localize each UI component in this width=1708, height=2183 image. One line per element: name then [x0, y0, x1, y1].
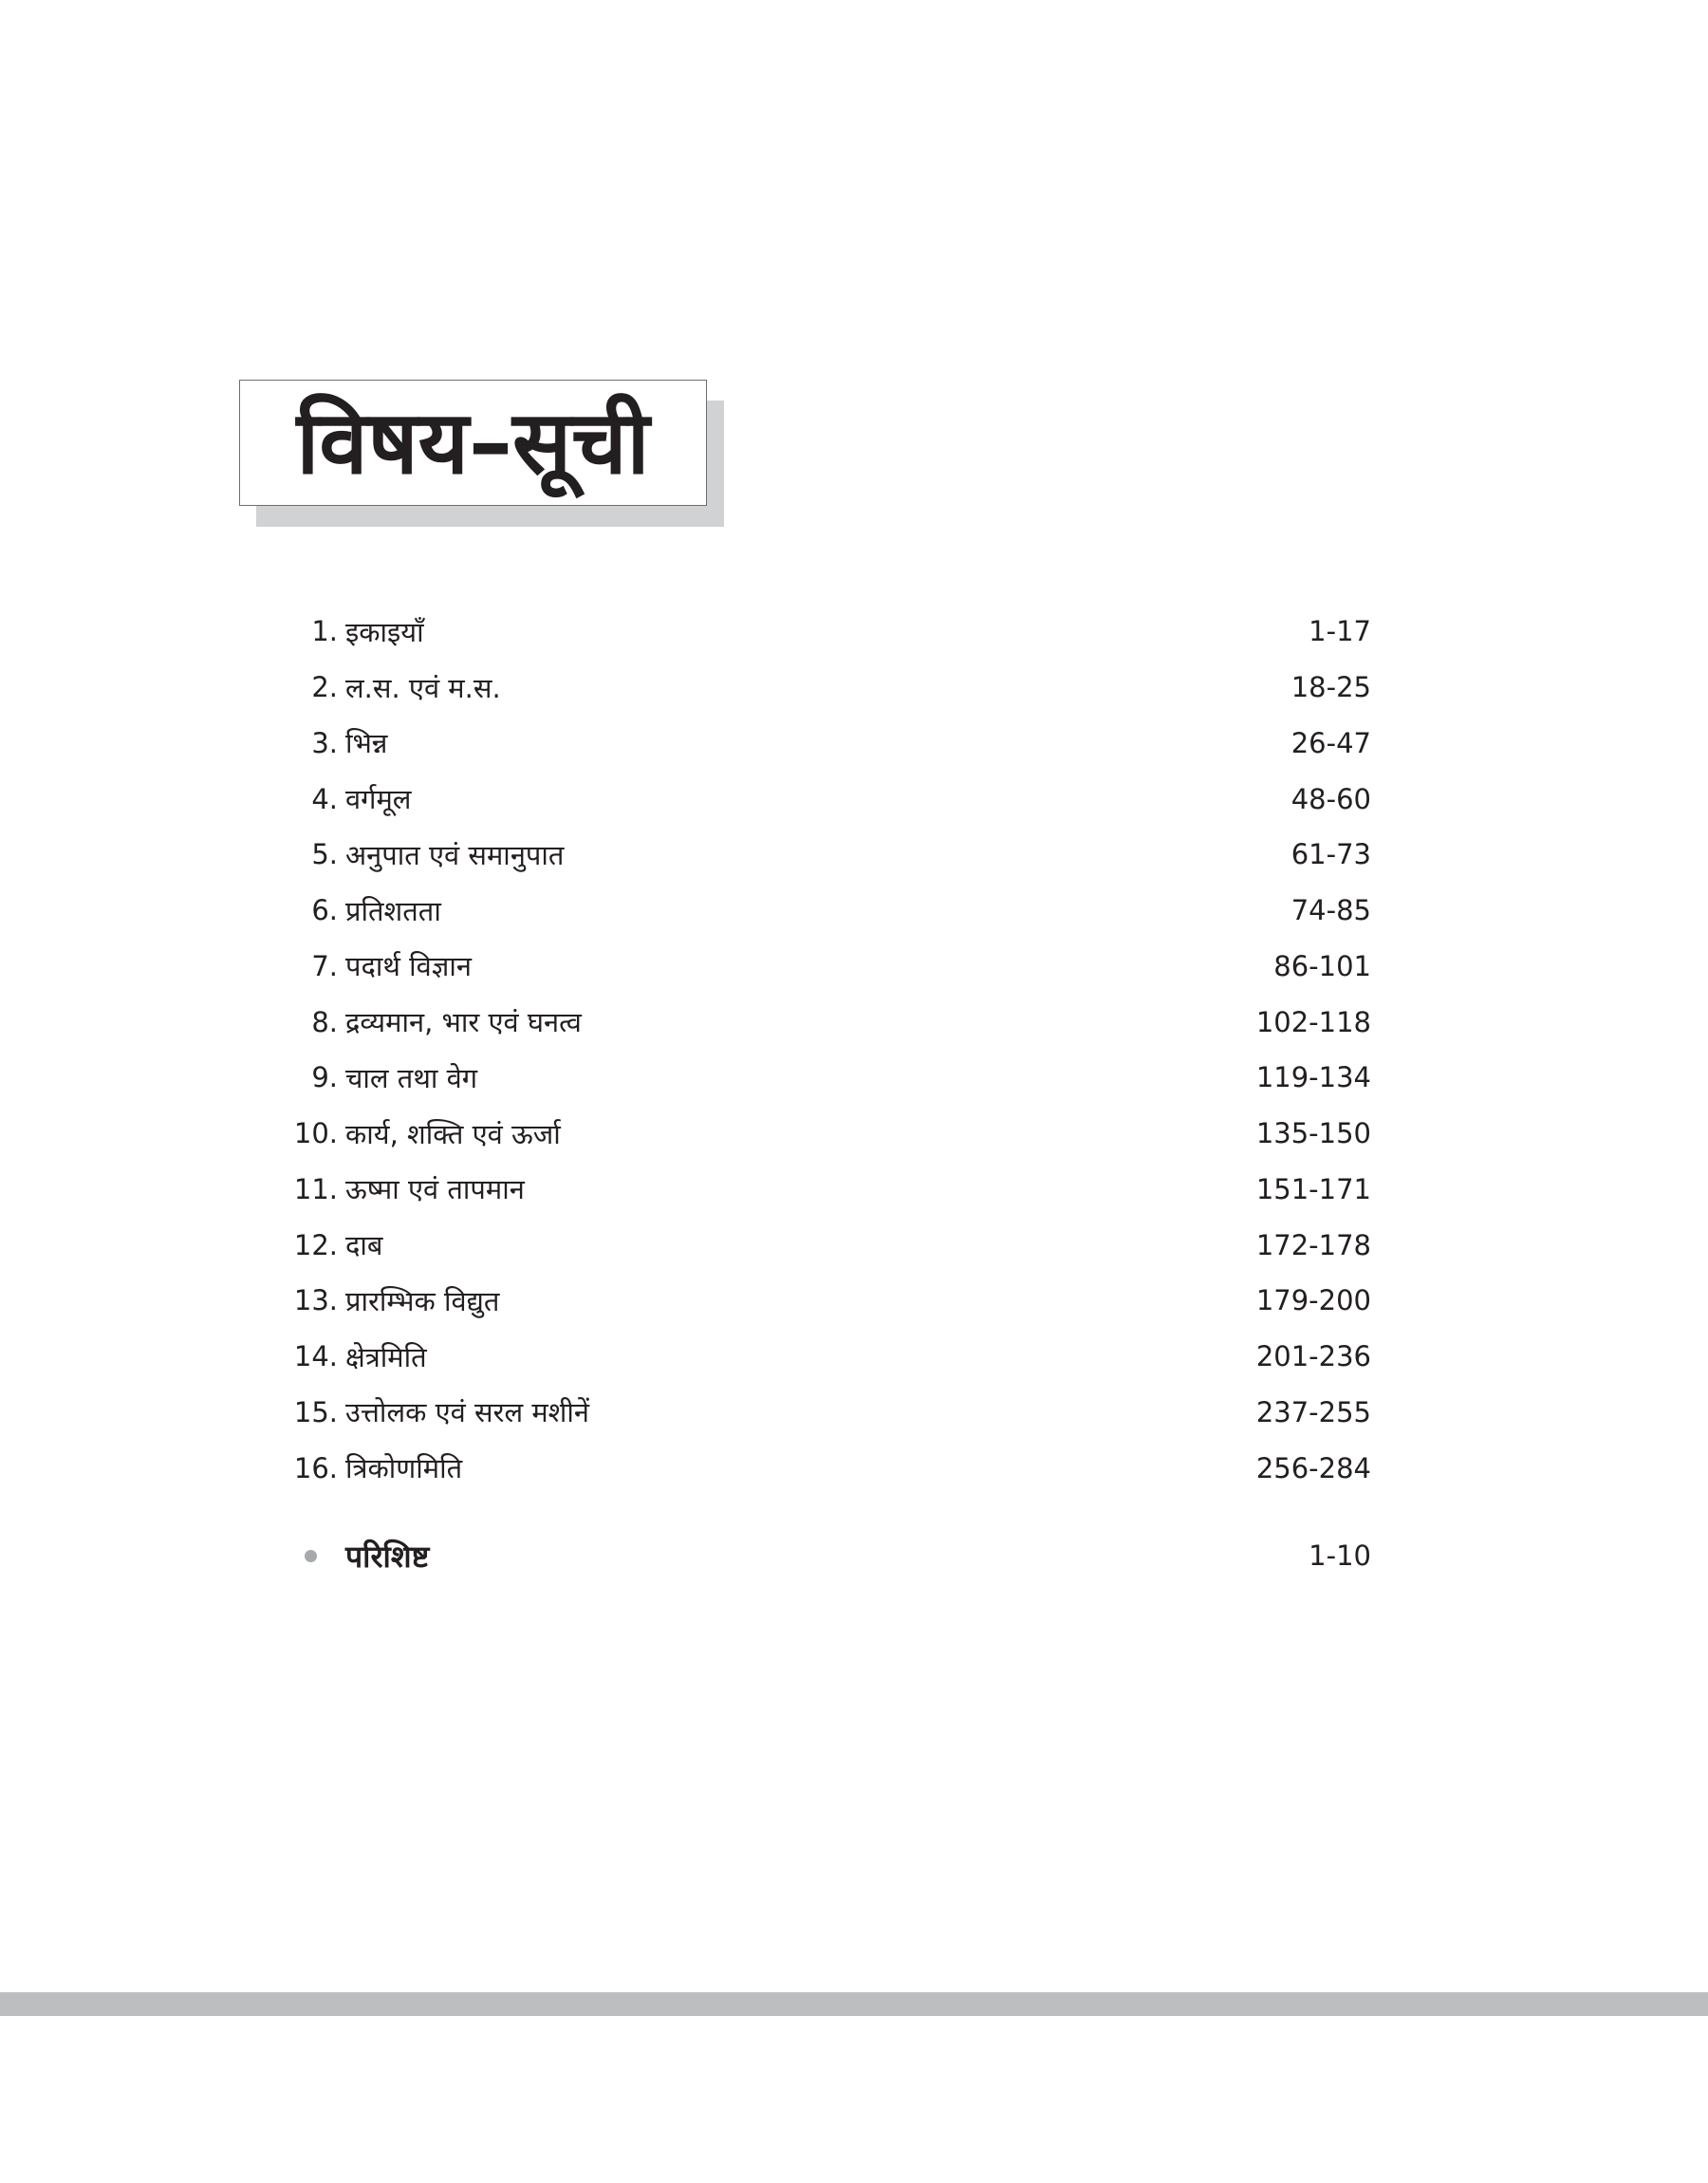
toc-entry[interactable] — [275, 1162, 1371, 1218]
toc-entry-pages: 102-118 — [1255, 1005, 1371, 1038]
toc-entry-number: 16. — [293, 1451, 338, 1484]
toc-entry-number: 8. — [311, 1005, 338, 1038]
toc-entry-number: 12. — [293, 1228, 338, 1261]
toc-entry-title: त्रिकोणमिति — [345, 1452, 463, 1485]
toc-entry-pages: 172-178 — [1255, 1228, 1371, 1261]
toc-entry-number: 5. — [311, 838, 338, 871]
toc-entry[interactable] — [275, 1106, 1371, 1162]
toc-entry-number: 10. — [293, 1117, 338, 1150]
toc-entry-number: 13. — [293, 1284, 338, 1317]
page-title: विषय–सूची — [296, 391, 650, 494]
toc-entry-number: 15. — [293, 1395, 338, 1428]
toc-entry-number: 1. — [311, 615, 338, 648]
toc-entry-pages: 119-134 — [1255, 1061, 1371, 1094]
toc-entry-number: 7. — [311, 949, 338, 982]
toc-entry[interactable] — [275, 604, 1371, 660]
toc-entry-number: 3. — [311, 726, 338, 759]
toc-entry[interactable] — [275, 939, 1371, 995]
toc-entry-title: पदार्थ विज्ञान — [345, 950, 472, 983]
toc-entry[interactable] — [275, 716, 1371, 772]
toc-entry-title: भिन्न — [345, 727, 388, 760]
toc-entry[interactable] — [275, 1273, 1371, 1329]
toc-heading-block — [239, 380, 707, 506]
toc-entry-pages: 1-17 — [1309, 615, 1371, 648]
toc-entry-pages: 48-60 — [1290, 782, 1371, 815]
table-of-contents — [275, 604, 1371, 1496]
toc-entry[interactable] — [275, 1050, 1371, 1106]
toc-entry-title: प्रतिशतता — [345, 894, 441, 927]
toc-entry-title: उत्तोलक एवं सरल मशीनें — [345, 1396, 589, 1429]
toc-entry-number: 6. — [311, 894, 338, 927]
toc-entry-title: चाल तथा वेग — [345, 1061, 478, 1094]
toc-entry-number: 4. — [311, 782, 338, 815]
toc-appendix-entry[interactable] — [275, 1528, 1371, 1583]
toc-entry-pages: 179-200 — [1255, 1284, 1371, 1317]
toc-entry-number: 2. — [311, 671, 338, 704]
footer-bar — [0, 1992, 1708, 2016]
toc-entry[interactable] — [275, 1217, 1371, 1273]
toc-entry[interactable] — [275, 827, 1371, 883]
toc-entry-pages: 18-25 — [1290, 671, 1371, 704]
appendix-title: परिशिष्ट — [345, 1538, 430, 1575]
toc-entry-pages: 86-101 — [1273, 949, 1371, 982]
toc-entry[interactable] — [275, 771, 1371, 827]
toc-entry-number: 9. — [311, 1061, 338, 1094]
toc-entry-pages: 26-47 — [1290, 726, 1371, 759]
toc-entry-title: ल.स. एवं म.स. — [345, 671, 501, 704]
toc-entry[interactable] — [275, 883, 1371, 939]
toc-entry-pages: 74-85 — [1290, 894, 1371, 927]
toc-entry-title: क्षेत्रमिति — [345, 1340, 427, 1373]
toc-entry-pages: 237-255 — [1255, 1395, 1371, 1428]
toc-entry-title: कार्य, शक्ति एवं ऊर्जा — [345, 1117, 561, 1150]
heading-box — [239, 380, 707, 506]
appendix-pages: 1-10 — [1309, 1539, 1371, 1572]
toc-entry-title: इकाइयाँ — [345, 615, 424, 648]
toc-entry-pages: 201-236 — [1255, 1340, 1371, 1373]
bullet-icon — [275, 1550, 338, 1562]
toc-entry-title: प्रारम्भिक विद्युत — [345, 1284, 500, 1317]
toc-entry-title: दाब — [345, 1229, 383, 1262]
toc-entry-pages: 151-171 — [1255, 1172, 1371, 1205]
toc-entry[interactable] — [275, 660, 1371, 716]
toc-entry-title: द्रव्यमान, भार एवं घनत्व — [345, 1006, 582, 1039]
toc-entry[interactable] — [275, 1385, 1371, 1441]
toc-entry-number: 11. — [293, 1172, 338, 1205]
toc-entry[interactable] — [275, 994, 1371, 1050]
toc-entry-title: अनुपात एवं समानुपात — [345, 838, 565, 871]
toc-entry-title: ऊष्मा एवं तापमान — [345, 1173, 525, 1206]
toc-entry-number: 14. — [293, 1340, 338, 1373]
toc-entry-title: वर्गमूल — [345, 783, 412, 816]
toc-entry-pages: 135-150 — [1255, 1117, 1371, 1150]
toc-entry-pages: 61-73 — [1290, 838, 1371, 871]
toc-entry[interactable] — [275, 1329, 1371, 1385]
toc-entry-pages: 256-284 — [1255, 1451, 1371, 1484]
toc-entry[interactable] — [275, 1440, 1371, 1496]
